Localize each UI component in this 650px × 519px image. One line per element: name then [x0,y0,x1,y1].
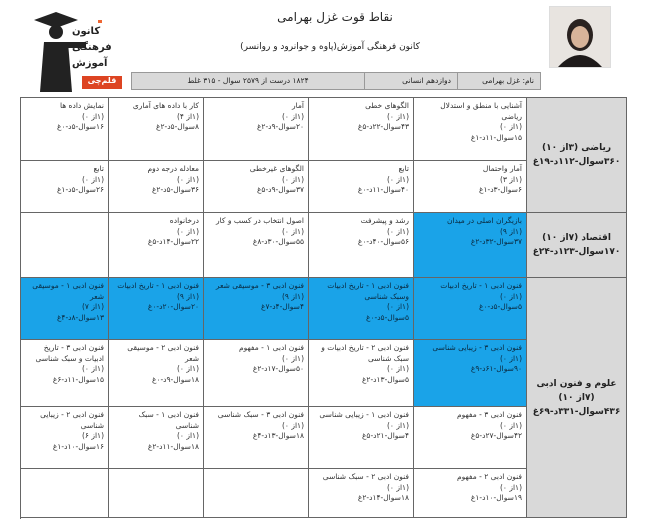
kanoon-logo [26,6,126,92]
topic-score: (۱از ۰) [81,174,104,184]
topic-cell [204,278,309,340]
topic-cell [109,469,204,518]
topic-questions: ۱۶سوال-۵د-۰غ [56,122,104,131]
topic-cell [309,161,414,213]
topic-score: (۱از ۳) [499,174,522,184]
topic-cell [204,98,309,161]
topic-cell [414,98,527,161]
topic-title: فنون ادبی ۳ - سبک شناسی [217,410,304,419]
topic-questions: ۸سوال-۵د-۲غ [155,122,199,131]
topic-title: نمایش داده ها [59,101,104,110]
logo-line3: آموزش [72,58,108,69]
topic-cell [204,161,309,213]
topic-title: فنون ادبی ۲ - تاریخ ادبیات و سبک شناسی [321,343,409,363]
topic-cell [309,407,414,469]
topic-questions: ۳۶سوال-۵د-۲غ [151,185,199,194]
topic-score: (۱از ۰) [386,302,409,311]
topic-cell [414,407,527,469]
topic-cell [204,407,309,469]
topic-score: (۱از ۹) [281,291,304,301]
topic-cell [21,278,109,340]
topic-questions: ۱۵سوال-۱۱د-۶غ [52,374,104,384]
topic-score: (۱از ۰) [281,420,304,430]
topic-cell [204,340,309,407]
topic-questions: ۱۶سوال-۱۰د-۱غ [52,441,104,451]
topic-score: (۱از ۰) [281,174,304,184]
topic-cell [21,213,109,278]
topic-questions: ۲۰سوال-۲۰د-۰غ [147,302,199,311]
topic-title: فنون ادبی ۲ - زیبایی شناسی [40,410,104,430]
topic-score: (۱از ۰) [499,482,522,492]
student-stats: ۱۸۲۴ درست از ۲۵۷۹ سوال - ۳۱۵ غلط [187,76,309,85]
topic-title: کار با داده های آماری [132,101,199,110]
topic-score: (۱از ۷) [81,302,104,311]
subject-header: علوم و فنون ادبی (۷از ۱۰) ۴۳۶سوال-۳۳۱د-۶۹غ [527,278,627,518]
topic-score: (۱از ۹) [499,226,522,236]
topic-score: (۱از ۶) [81,431,104,440]
topic-cell [204,213,309,278]
topic-questions: ۱۳سوال-۸د-۴غ [56,312,104,322]
topic-questions: ۱۸سوال-۱۱د-۲غ [147,441,199,451]
topic-title: فنون ادبی ۱ - تاریخ ادبیات وسبک شناسی [327,281,409,301]
topic-questions: ۴۰سوال-۱۱د-۰غ [357,185,409,194]
topic-score: (۱از ۰) [499,291,522,301]
topic-title: معادله درجه دوم [147,164,199,173]
page-subtitle: کانون فرهنگی آموزش(پاوه و جوانرود و روانسر) [240,42,420,52]
logo-badge: قلم‌چی [87,76,117,85]
topic-title: فنون ادبی ۲ - سبک شناسی [322,472,409,481]
topic-score: (۱از ۰) [281,353,304,363]
strengths-grid [20,97,627,519]
topic-title: فنون ادبی ۱ - تاریخ ادبیات [117,281,199,290]
topic-title: فنون ادبی ۳ - تاریخ ادبیات و سبک شناسی [35,343,104,363]
topic-score: (۱از ۰) [81,364,104,373]
topic-score: (۱از ۰) [499,122,522,131]
topic-questions: ۱۸سوال-۹د-۰غ [151,374,199,384]
topic-cell [109,407,204,469]
topic-cell [414,213,527,278]
topic-cell [309,278,414,340]
topic-title: آمار واحتمال [482,164,522,173]
subject-header: ریاضی (۳از ۱۰) ۳۶۰سوال-۱۱۲د-۱۹غ [527,98,627,213]
topic-title: فنون ادبی ۲ - مفهوم [456,472,522,481]
topic-score: (۱از ۰) [386,174,409,184]
topic-score: (۱از ۰) [499,353,522,363]
topic-questions: ۱۵سوال-۱۱د-۱غ [470,132,522,142]
topic-cell [21,98,109,161]
topic-questions: ۳۷سوال-۳۲د-۲غ [470,237,522,246]
topic-title: آشنایی با منطق و استدلال ریاضی [440,101,522,121]
topic-title: فنون ادبی ۱ - موسیقی شعر [32,281,104,301]
topic-questions: ۴سوال-۴د-۷غ [260,302,304,311]
topic-cell [414,278,527,340]
topic-questions: ۲۶سوال-۵د-۱غ [56,185,104,194]
topic-cell [109,213,204,278]
topic-title: فنون ادبی ۲ - موسیقی شعر [127,343,199,363]
topic-cell [414,161,527,213]
topic-score: (۱از ۰) [386,482,409,492]
topic-questions: ۹۰سوال-۶۱د-۹غ [470,364,522,373]
topic-questions: ۴سوال-۲۱د-۵غ [361,431,409,440]
topic-title: فنون ادبی ۱ - سبک شناسی [138,410,199,430]
topic-questions: ۴۳سوال-۲۲د-۵غ [357,122,409,131]
topic-questions: ۲۰سوال-۹د-۲غ [256,122,304,131]
topic-score: (۱از ۰) [499,420,522,430]
topic-title: رشد و پیشرفت [360,216,409,225]
topic-title: فنون ادبی ۱ - مفهوم [238,343,304,352]
topic-questions: ۳۷سوال-۹د-۵غ [256,185,304,194]
topic-title: تابع [93,164,104,173]
logo-line2: فرهنگی [72,42,112,53]
topic-questions: ۵سوال-۵د-۰غ [478,302,522,311]
topic-title: اصول انتخاب در کسب و کار [215,216,304,225]
topic-title: فنون ادبی ۱ - تاریخ ادبیات [440,281,522,290]
topic-questions: ۶سوال-۳د-۱غ [478,185,522,194]
topic-questions: ۵سوال-۱۳د-۲غ [361,374,409,384]
topic-score: (۱از ۰) [386,226,409,236]
topic-cell [309,98,414,161]
student-grade: دوازدهم انسانی [364,73,457,89]
report-header [0,0,650,98]
topic-cell [309,469,414,518]
topic-score: (۱از ۰) [386,420,409,430]
topic-title: بازیگران اصلی در میدان [446,216,522,225]
topic-questions: ۵۵سوال-۳۰د-۸غ [252,237,304,246]
topic-score: (۱از ۰) [176,431,199,440]
topic-score: (۱از ۰) [281,111,304,121]
topic-title: فنون ادبی ۱ - زیبایی شناسی [319,410,409,419]
topic-title: آمار [291,101,304,110]
topic-cell [414,469,527,518]
topic-questions: ۲۲سوال-۱۴د-۵غ [147,237,199,246]
topic-questions: ۱۸سوال-۱۳د-۴غ [252,431,304,440]
topic-cell [414,340,527,407]
topic-score: (۱از ۴) [176,111,199,121]
topic-score: (۱از ۹) [176,291,199,301]
student-name: نام: غزل بهرامی [457,73,540,89]
topic-cell [109,161,204,213]
topic-score: (۱از ۰) [81,111,104,121]
subject-header: اقتصاد (۷از ۱۰) ۱۷۰سوال-۱۲۳د-۲۴غ [527,213,627,278]
topic-questions: ۵۰سوال-۱۷د-۲غ [252,364,304,373]
student-photo [549,6,611,68]
topic-cell [309,213,414,278]
topic-title: فنون ادبی ۳ - مفهوم [456,410,522,419]
topic-cell [109,340,204,407]
topic-cell [21,407,109,469]
page-title: نقاط قوت غزل بهرامی [277,10,393,24]
topic-cell [109,98,204,161]
topic-score: (۱از ۰) [386,364,409,373]
logo-line1: کانون [72,26,101,37]
topic-cell [21,469,109,518]
topic-title: فنون ادبی ۳ - موسیقی شعر [215,281,304,290]
student-avatar-icon [550,7,610,67]
topic-score: (۱از ۰) [281,226,304,236]
topic-title: الگوهای غیرخطی [249,164,304,173]
topic-cell [204,469,309,518]
topic-questions: ۴۲سوال-۲۷د-۵غ [470,431,522,440]
student-info-bar [131,72,541,90]
topic-score: (۱از ۰) [176,174,199,184]
topic-cell [309,340,414,407]
topic-questions: ۵۶سوال-۴۰د-۰غ [357,237,409,246]
topic-title: فنون ادبی ۳ - زیبایی شناسی [432,343,522,352]
topic-score: (۱از ۰) [176,364,199,373]
topic-title: تابع [398,164,409,173]
topic-questions: ۵سوال-۵د-۰غ [365,312,409,322]
topic-title: درخانواده [169,216,199,225]
topic-cell [21,340,109,407]
topic-cell [109,278,204,340]
topic-questions: ۱۸سوال-۱۴د-۲غ [357,493,409,502]
topic-cell [21,161,109,213]
topic-score: (۱از ۰) [386,111,409,121]
topic-questions: ۱۹سوال-۱۰د-۱غ [470,493,522,502]
topic-title: الگوهای خطی [365,101,409,110]
topic-score: (۱از ۰) [176,226,199,236]
